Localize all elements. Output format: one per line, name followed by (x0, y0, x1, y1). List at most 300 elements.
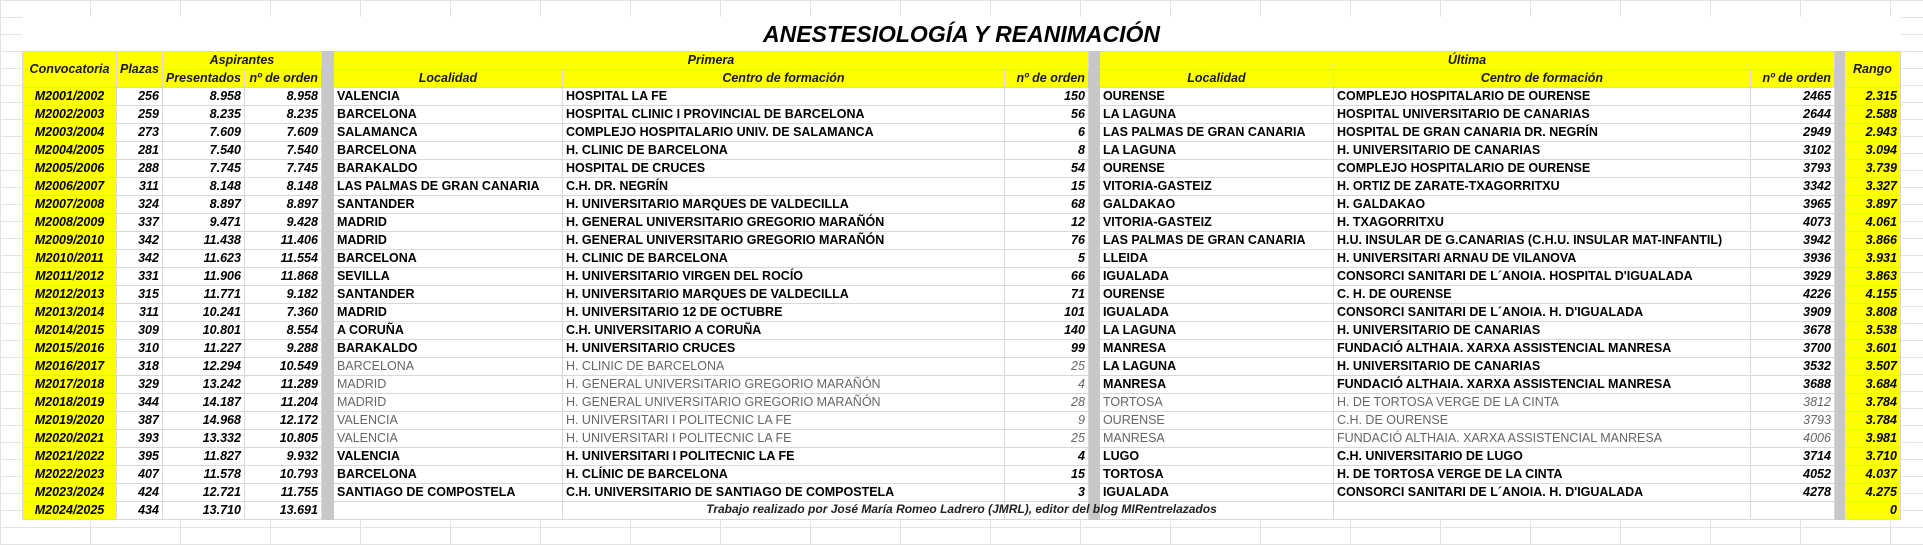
cell-primera-localidad: SEVILLA (333, 268, 562, 286)
cell-ultima-localidad: LLEIDA (1099, 250, 1333, 268)
cell-ultima-orden: 2949 (1750, 124, 1834, 142)
column-separator (321, 304, 333, 322)
cell-convocatoria: M2020/2021 (23, 430, 117, 448)
table-row (23, 142, 1901, 160)
cell-presentados: 7.745 (162, 160, 244, 178)
cell-primera-centro: H. CLINIC DE BARCELONA (562, 250, 1004, 268)
cell-plazas: 395 (117, 448, 163, 466)
cell-presentados: 10.801 (162, 322, 244, 340)
cell-convocatoria: M2022/2023 (23, 466, 117, 484)
cell-rango: 3.538 (1844, 322, 1900, 340)
cell-presentados: 12.721 (162, 484, 244, 502)
table-row (23, 448, 1901, 466)
table-row (23, 286, 1901, 304)
cell-orden: 9.182 (244, 286, 321, 304)
cell-presentados: 8.958 (162, 88, 244, 106)
column-separator (1834, 358, 1844, 376)
cell-ultima-orden: 3942 (1750, 232, 1834, 250)
cell-plazas: 424 (117, 484, 163, 502)
cell-presentados: 11.578 (162, 466, 244, 484)
column-separator (1088, 106, 1099, 124)
cell-ultima-centro: CONSORCI SANITARI DE L´ANOIA. H. D'IGUALADA (1333, 484, 1750, 502)
column-separator (321, 142, 333, 160)
cell-ultima-centro: FUNDACIÓ ALTHAIA. XARXA ASSISTENCIAL MANRESA (1333, 430, 1750, 448)
cell-presentados: 13.710 (162, 502, 244, 520)
table-row (23, 196, 1901, 214)
column-separator (1088, 286, 1099, 304)
cell-primera-centro: HOSPITAL DE CRUCES (562, 160, 1004, 178)
column-separator (1088, 340, 1099, 358)
cell-rango: 3.931 (1844, 250, 1900, 268)
cell-orden: 11.204 (244, 394, 321, 412)
cell-convocatoria: M2024/2025 (23, 502, 117, 520)
cell-convocatoria: M2003/2004 (23, 124, 117, 142)
cell-rango: 0 (1844, 502, 1900, 520)
cell-rango: 2.588 (1844, 106, 1900, 124)
cell-primera-orden: 71 (1004, 286, 1088, 304)
column-separator (1088, 52, 1099, 88)
cell-ultima-orden: 4226 (1750, 286, 1834, 304)
table-row (23, 430, 1901, 448)
cell-ultima-orden: 3909 (1750, 304, 1834, 322)
cell-ultima-centro: C.H. DE OURENSE (1333, 412, 1750, 430)
column-separator (1834, 214, 1844, 232)
cell-plazas: 288 (117, 160, 163, 178)
header-plazas: Plazas (117, 52, 163, 88)
table-row (23, 88, 1901, 106)
table-row (23, 106, 1901, 124)
table-row (23, 466, 1901, 484)
column-separator (1834, 142, 1844, 160)
column-separator (321, 430, 333, 448)
cell-presentados: 11.623 (162, 250, 244, 268)
column-separator (321, 286, 333, 304)
cell-orden: 10.549 (244, 358, 321, 376)
cell-convocatoria: M2018/2019 (23, 394, 117, 412)
column-separator (321, 358, 333, 376)
column-separator (1834, 466, 1844, 484)
cell-rango: 3.981 (1844, 430, 1900, 448)
cell-primera-centro: H. GENERAL UNIVERSITARIO GREGORIO MARAÑÓN (562, 232, 1004, 250)
header-row-2 (23, 70, 1901, 88)
cell-primera-orden: 68 (1004, 196, 1088, 214)
cell-ultima-centro: H. UNIVERSITARIO DE CANARIAS (1333, 322, 1750, 340)
cell-plazas: 310 (117, 340, 163, 358)
cell-plazas: 407 (117, 466, 163, 484)
cell-ultima-centro: H. TXAGORRITXU (1333, 214, 1750, 232)
column-separator (1088, 412, 1099, 430)
table-row (23, 322, 1901, 340)
cell-primera-localidad: MADRID (333, 304, 562, 322)
cell-primera-localidad: SANTIAGO DE COMPOSTELA (333, 484, 562, 502)
cell-orden: 8.235 (244, 106, 321, 124)
cell-ultima-centro: H. UNIVERSITARIO DE CANARIAS (1333, 142, 1750, 160)
cell-ultima-localidad: MANRESA (1099, 430, 1333, 448)
header-primera-localidad: Localidad (333, 70, 562, 88)
header-orden: nº de orden (244, 70, 321, 88)
column-separator (1834, 124, 1844, 142)
cell-plazas: 342 (117, 250, 163, 268)
column-separator (1834, 322, 1844, 340)
cell-ultima-orden: 2644 (1750, 106, 1834, 124)
cell-plazas: 344 (117, 394, 163, 412)
cell-primera-orden: 3 (1004, 484, 1088, 502)
residency-table (22, 17, 1901, 520)
column-separator (321, 466, 333, 484)
cell-ultima-localidad: IGUALADA (1099, 484, 1333, 502)
column-separator (1834, 286, 1844, 304)
cell-presentados: 14.968 (162, 412, 244, 430)
cell-plazas: 331 (117, 268, 163, 286)
cell-plazas: 315 (117, 286, 163, 304)
column-separator (1834, 412, 1844, 430)
cell-primera-localidad: VALENCIA (333, 430, 562, 448)
cell-primera-orden: 15 (1004, 178, 1088, 196)
cell-presentados: 10.241 (162, 304, 244, 322)
column-separator (321, 88, 333, 106)
cell-rango: 3.684 (1844, 376, 1900, 394)
cell-primera-centro: H. GENERAL UNIVERSITARIO GREGORIO MARAÑÓN (562, 214, 1004, 232)
column-separator (1834, 232, 1844, 250)
cell-plazas: 281 (117, 142, 163, 160)
column-separator (1834, 484, 1844, 502)
cell-presentados: 14.187 (162, 394, 244, 412)
header-primera: Primera (333, 52, 1088, 70)
cell-primera-localidad: VALENCIA (333, 412, 562, 430)
cell-plazas: 318 (117, 358, 163, 376)
header-ultima-orden: nº de orden (1750, 70, 1834, 88)
column-separator (321, 250, 333, 268)
cell-convocatoria: M2019/2020 (23, 412, 117, 430)
column-separator (1088, 214, 1099, 232)
header-row-1 (23, 52, 1901, 70)
cell-primera-orden: 12 (1004, 214, 1088, 232)
cell-primera-orden: 66 (1004, 268, 1088, 286)
cell-ultima-orden: 3714 (1750, 448, 1834, 466)
cell-primera-localidad: SANTANDER (333, 286, 562, 304)
cell-convocatoria: M2011/2012 (23, 268, 117, 286)
column-separator (1088, 430, 1099, 448)
cell-plazas: 387 (117, 412, 163, 430)
header-ultima: Última (1099, 52, 1834, 70)
cell-presentados: 8.235 (162, 106, 244, 124)
cell-ultima-centro: FUNDACIÓ ALTHAIA. XARXA ASSISTENCIAL MANRESA (1333, 376, 1750, 394)
cell-primera-localidad: SANTANDER (333, 196, 562, 214)
cell-ultima-orden: 3929 (1750, 268, 1834, 286)
cell-presentados: 11.227 (162, 340, 244, 358)
cell-ultima-localidad: VITORIA-GASTEIZ (1099, 214, 1333, 232)
cell-ultima-orden: 3793 (1750, 412, 1834, 430)
header-convocatoria: Convocatoria (23, 52, 117, 88)
column-separator (1088, 376, 1099, 394)
cell-ultima-localidad: OURENSE (1099, 286, 1333, 304)
cell-primera-orden: 140 (1004, 322, 1088, 340)
cell-rango: 3.094 (1844, 142, 1900, 160)
cell-primera-orden: 25 (1004, 358, 1088, 376)
table-body (23, 88, 1901, 520)
cell-orden: 9.428 (244, 214, 321, 232)
cell-primera-localidad: VALENCIA (333, 88, 562, 106)
cell-ultima-localidad: MANRESA (1099, 376, 1333, 394)
column-separator (1834, 394, 1844, 412)
cell-ultima-orden: 3793 (1750, 160, 1834, 178)
table-row (23, 412, 1901, 430)
cell-plazas: 273 (117, 124, 163, 142)
cell-ultima-centro: H. UNIVERSITARI ARNAU DE VILANOVA (1333, 250, 1750, 268)
column-separator (321, 214, 333, 232)
cell-ultima-centro: CONSORCI SANITARI DE L´ANOIA. HOSPITAL D'IGUALADA (1333, 268, 1750, 286)
cell-plazas: 329 (117, 376, 163, 394)
column-separator (321, 124, 333, 142)
cell-presentados: 11.827 (162, 448, 244, 466)
cell-primera-orden: 4 (1004, 448, 1088, 466)
table-row (23, 124, 1901, 142)
cell-presentados: 8.148 (162, 178, 244, 196)
table-row (23, 232, 1901, 250)
cell-orden: 11.868 (244, 268, 321, 286)
column-separator (1088, 358, 1099, 376)
table-row (23, 484, 1901, 502)
cell-rango: 4.275 (1844, 484, 1900, 502)
cell-rango: 4.155 (1844, 286, 1900, 304)
cell-ultima-centro: H. ORTIZ DE ZARATE-TXAGORRITXU (1333, 178, 1750, 196)
cell-presentados: 9.471 (162, 214, 244, 232)
table-row (23, 250, 1901, 268)
cell-primera-centro: H. UNIVERSITARI I POLITECNIC LA FE (562, 412, 1004, 430)
cell-rango: 3.863 (1844, 268, 1900, 286)
column-separator (1088, 124, 1099, 142)
cell-convocatoria: M2021/2022 (23, 448, 117, 466)
header-rango: Rango (1844, 52, 1900, 88)
cell-primera-orden: 56 (1004, 106, 1088, 124)
table-row (23, 376, 1901, 394)
cell-convocatoria: M2005/2006 (23, 160, 117, 178)
cell-plazas: 259 (117, 106, 163, 124)
cell-primera-orden: 28 (1004, 394, 1088, 412)
cell-ultima-orden: 3936 (1750, 250, 1834, 268)
table-row (23, 304, 1901, 322)
cell-convocatoria: M2016/2017 (23, 358, 117, 376)
cell-convocatoria: M2006/2007 (23, 178, 117, 196)
cell-primera-centro: H. UNIVERSITARIO CRUCES (562, 340, 1004, 358)
cell-ultima-localidad: LA LAGUNA (1099, 142, 1333, 160)
cell-plazas: 311 (117, 178, 163, 196)
cell-presentados: 11.771 (162, 286, 244, 304)
sheet-title: ANESTESIOLOGÍA Y REANIMACIÓN (23, 17, 1901, 52)
cell-ultima-orden: 3678 (1750, 322, 1834, 340)
cell-primera-orden: 15 (1004, 466, 1088, 484)
cell-primera-centro: HOSPITAL LA FE (562, 88, 1004, 106)
column-separator (321, 160, 333, 178)
column-separator (1834, 106, 1844, 124)
cell-plazas: 393 (117, 430, 163, 448)
column-separator (1088, 322, 1099, 340)
cell-orden: 11.289 (244, 376, 321, 394)
cell-ultima-orden: 4073 (1750, 214, 1834, 232)
cell-orden: 10.793 (244, 466, 321, 484)
cell-plazas: 342 (117, 232, 163, 250)
column-separator (321, 268, 333, 286)
cell-presentados: 13.242 (162, 376, 244, 394)
table-row (23, 358, 1901, 376)
column-separator (1834, 160, 1844, 178)
column-separator (321, 52, 333, 88)
column-separator (1834, 304, 1844, 322)
cell-rango: 3.897 (1844, 196, 1900, 214)
cell-primera-orden: 9 (1004, 412, 1088, 430)
cell-convocatoria: M2017/2018 (23, 376, 117, 394)
cell-plazas: 256 (117, 88, 163, 106)
cell-ultima-centro: HOSPITAL DE GRAN CANARIA DR. NEGRÍN (1333, 124, 1750, 142)
cell-rango: 2.315 (1844, 88, 1900, 106)
cell-ultima-orden: 4006 (1750, 430, 1834, 448)
cell-rango: 3.327 (1844, 178, 1900, 196)
column-separator (1834, 376, 1844, 394)
column-separator (1834, 268, 1844, 286)
cell-primera-centro: H. UNIVERSITARIO VIRGEN DEL ROCÍO (562, 268, 1004, 286)
cell-rango: 4.061 (1844, 214, 1900, 232)
cell-orden: 11.406 (244, 232, 321, 250)
cell-ultima-localidad: GALDAKAO (1099, 196, 1333, 214)
cell-primera-localidad: SALAMANCA (333, 124, 562, 142)
cell-ultima-localidad: OURENSE (1099, 88, 1333, 106)
cell-convocatoria: M2009/2010 (23, 232, 117, 250)
cell-rango: 3.710 (1844, 448, 1900, 466)
cell-primera-centro: COMPLEJO HOSPITALARIO UNIV. DE SALAMANCA (562, 124, 1004, 142)
column-separator (1088, 394, 1099, 412)
cell-primera-localidad: LAS PALMAS DE GRAN CANARIA (333, 178, 562, 196)
cell-orden: 8.958 (244, 88, 321, 106)
cell-primera-orden: 8 (1004, 142, 1088, 160)
column-separator (1088, 304, 1099, 322)
cell-convocatoria: M2023/2024 (23, 484, 117, 502)
cell-ultima-centro: H. DE TORTOSA VERGE DE LA CINTA (1333, 466, 1750, 484)
cell-primera-centro: H. CLINIC DE BARCELONA (562, 358, 1004, 376)
cell-orden: 11.554 (244, 250, 321, 268)
cell-primera-localidad: MADRID (333, 232, 562, 250)
cell-ultima-centro: FUNDACIÓ ALTHAIA. XARXA ASSISTENCIAL MANRESA (1333, 340, 1750, 358)
cell-rango: 4.037 (1844, 466, 1900, 484)
cell-primera-localidad: BARCELONA (333, 142, 562, 160)
cell-primera-orden: 6 (1004, 124, 1088, 142)
cell-rango: 3.739 (1844, 160, 1900, 178)
cell-ultima-centro: H.U. INSULAR DE G.CANARIAS (C.H.U. INSULAR MAT-INFANTIL) (1333, 232, 1750, 250)
column-separator (1088, 196, 1099, 214)
cell-ultima-centro: CONSORCI SANITARI DE L´ANOIA. H. D'IGUALADA (1333, 304, 1750, 322)
cell-presentados: 13.332 (162, 430, 244, 448)
cell-ultima-localidad: MANRESA (1099, 340, 1333, 358)
cell-primera-localidad: BARAKALDO (333, 160, 562, 178)
column-separator (1088, 448, 1099, 466)
column-separator (1834, 196, 1844, 214)
column-separator (321, 448, 333, 466)
cell-ultima-localidad: TORTOSA (1099, 466, 1333, 484)
cell-presentados: 11.906 (162, 268, 244, 286)
cell-primera-orden: 150 (1004, 88, 1088, 106)
cell-primera-localidad: BARCELONA (333, 358, 562, 376)
cell-ultima-localidad: LAS PALMAS DE GRAN CANARIA (1099, 124, 1333, 142)
cell-ultima-localidad: VITORIA-GASTEIZ (1099, 178, 1333, 196)
cell-primera-centro: H. UNIVERSITARIO MARQUES DE VALDECILLA (562, 286, 1004, 304)
cell-presentados: 11.438 (162, 232, 244, 250)
cell-orden: 13.691 (244, 502, 321, 520)
cell-presentados: 8.897 (162, 196, 244, 214)
cell-plazas: 434 (117, 502, 163, 520)
column-separator (321, 412, 333, 430)
cell-orden: 11.755 (244, 484, 321, 502)
title-row (23, 17, 1901, 52)
column-separator (1088, 250, 1099, 268)
cell-primera-orden: 5 (1004, 250, 1088, 268)
column-separator (321, 106, 333, 124)
cell-convocatoria: M2012/2013 (23, 286, 117, 304)
cell-ultima-centro: C. H. DE OURENSE (1333, 286, 1750, 304)
cell-ultima-localidad: LUGO (1099, 448, 1333, 466)
cell-ultima-centro: HOSPITAL UNIVERSITARIO DE CANARIAS (1333, 106, 1750, 124)
header-primera-orden: nº de orden (1004, 70, 1088, 88)
header-aspirantes: Aspirantes (162, 52, 321, 70)
cell-orden: 9.932 (244, 448, 321, 466)
column-separator (321, 340, 333, 358)
cell-primera-localidad: BARCELONA (333, 250, 562, 268)
cell-rango: 3.507 (1844, 358, 1900, 376)
table-row (23, 268, 1901, 286)
column-separator (1834, 52, 1844, 88)
cell-presentados: 7.540 (162, 142, 244, 160)
cell-convocatoria: M2010/2011 (23, 250, 117, 268)
cell-convocatoria: M2001/2002 (23, 88, 117, 106)
cell-orden: 10.805 (244, 430, 321, 448)
cell-plazas: 311 (117, 304, 163, 322)
cell-ultima-orden: 4052 (1750, 466, 1834, 484)
cell-plazas: 324 (117, 196, 163, 214)
cell-ultima-centro: COMPLEJO HOSPITALARIO DE OURENSE (1333, 160, 1750, 178)
cell-primera-localidad: BARCELONA (333, 466, 562, 484)
cell-convocatoria: M2002/2003 (23, 106, 117, 124)
cell-primera-orden: 101 (1004, 304, 1088, 322)
column-separator (1834, 430, 1844, 448)
cell-ultima-localidad: IGUALADA (1099, 268, 1333, 286)
cell-primera-localidad: MADRID (333, 214, 562, 232)
cell-ultima-localidad: LA LAGUNA (1099, 106, 1333, 124)
cell-orden: 8.897 (244, 196, 321, 214)
header-ultima-centro: Centro de formación (1333, 70, 1750, 88)
cell-rango: 3.784 (1844, 412, 1900, 430)
cell-ultima-localidad: TORTOSA (1099, 394, 1333, 412)
cell-primera-orden: 54 (1004, 160, 1088, 178)
column-separator (321, 376, 333, 394)
cell-primera-localidad: BARAKALDO (333, 340, 562, 358)
cell-ultima-centro: H. UNIVERSITARIO DE CANARIAS (1333, 358, 1750, 376)
cell-orden: 8.554 (244, 322, 321, 340)
cell-rango: 3.601 (1844, 340, 1900, 358)
cell-primera-orden: 99 (1004, 340, 1088, 358)
column-separator (321, 196, 333, 214)
cell-orden: 7.745 (244, 160, 321, 178)
table-row (23, 178, 1901, 196)
table-row (23, 394, 1901, 412)
cell-ultima-orden: 3532 (1750, 358, 1834, 376)
cell-rango: 3.784 (1844, 394, 1900, 412)
column-separator (321, 232, 333, 250)
cell-convocatoria: M2014/2015 (23, 322, 117, 340)
cell-primera-centro: H. UNIVERSITARI I POLITECNIC LA FE (562, 448, 1004, 466)
cell-orden: 7.540 (244, 142, 321, 160)
cell-primera-centro: C.H. DR. NEGRÍN (562, 178, 1004, 196)
cell-orden: 12.172 (244, 412, 321, 430)
column-separator (1834, 448, 1844, 466)
column-separator (1088, 232, 1099, 250)
